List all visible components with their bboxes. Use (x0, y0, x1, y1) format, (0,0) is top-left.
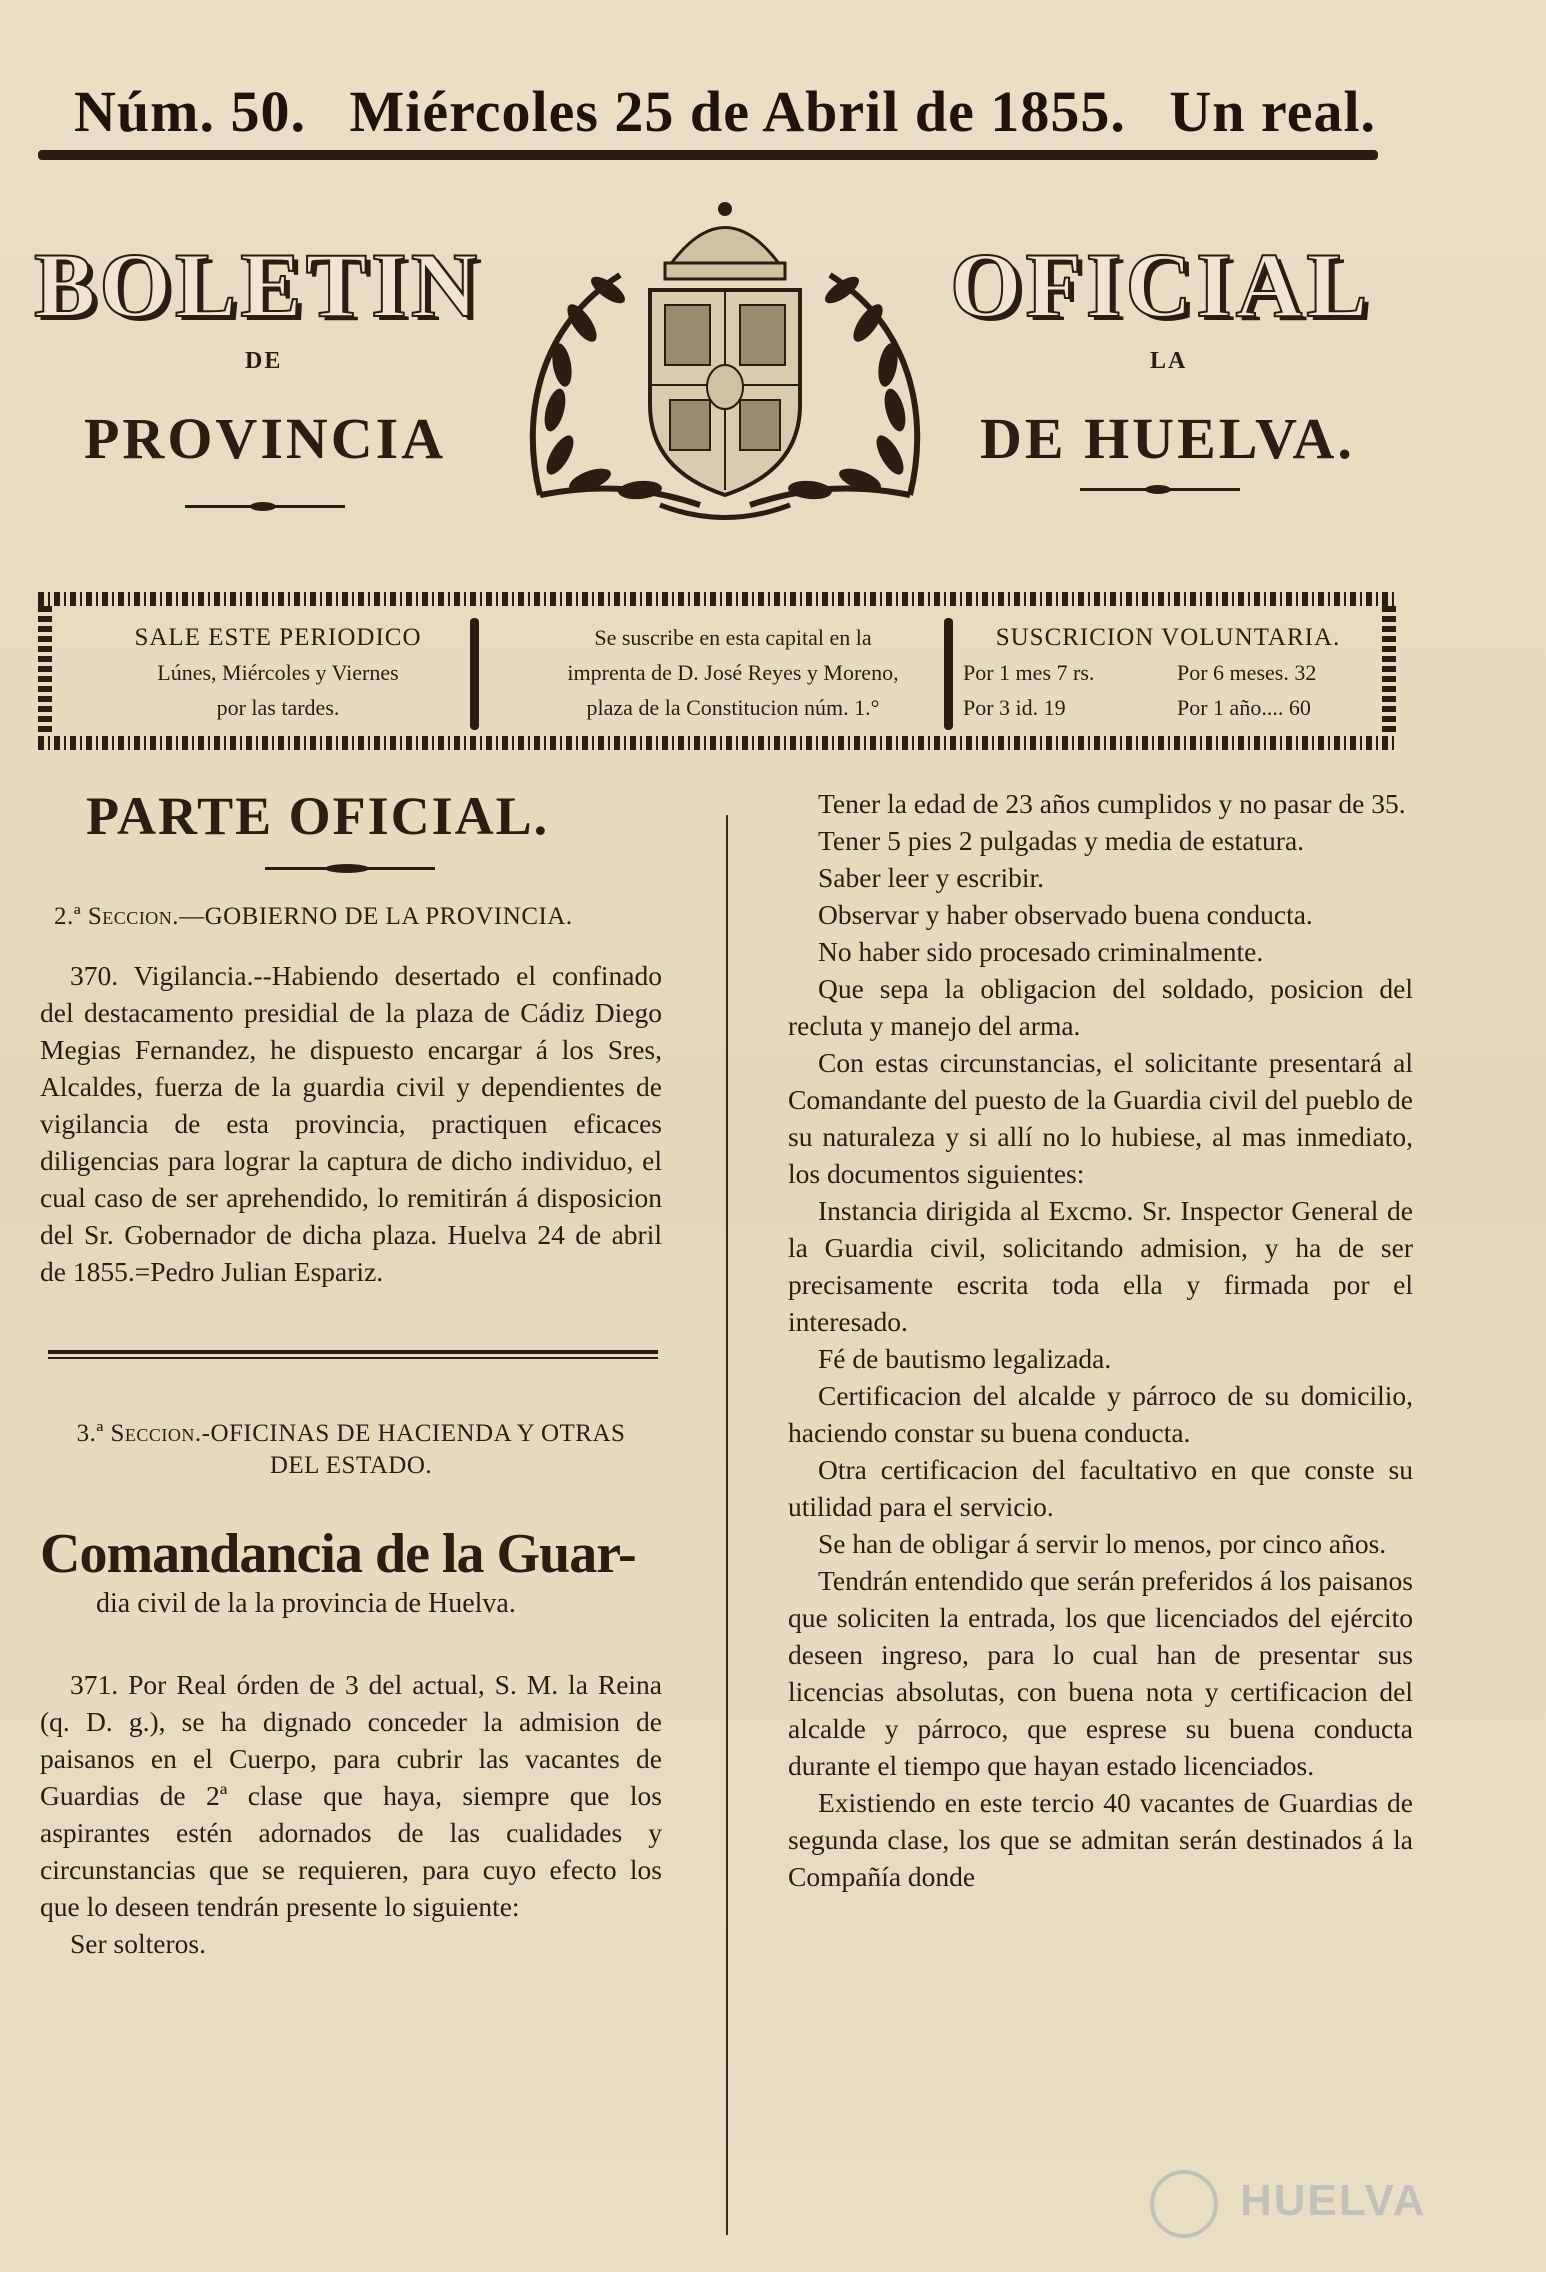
info-separator-1 (470, 618, 479, 730)
watermark-huelva: HUELVA (1240, 2176, 1427, 2225)
section-2-title: —GOBIERNO DE LA PROVINCIA. (179, 903, 573, 930)
royal-crest-icon (500, 195, 950, 525)
title-huelva: DE HUELVA. (980, 406, 1355, 471)
section-3-word: Seccion. (110, 1420, 202, 1447)
right-column (788, 785, 1413, 1895)
comandancia-heading: Comandancia de la Guar- (40, 1523, 636, 1585)
subscription-place-line2: imprenta de D. José Reyes y Moreno, (567, 660, 899, 685)
info-border-left (38, 606, 52, 736)
issue-price: Un real. (1169, 79, 1377, 144)
right-paragraph: No haber sido procesado criminalmente. (818, 936, 1264, 967)
title-boletin: BOLETIN (34, 234, 482, 336)
right-paragraph: Con estas circunstancias, el solicitante presentará al Comandante del puesto de la Guardia civil del pueblo de su naturaleza y si allí no lo hubiese, al mas inmediato, los documentos siguientes: (788, 1047, 1413, 1189)
info-border-top (38, 592, 1396, 606)
info-border-bottom (38, 736, 1396, 750)
title-de: DE (245, 348, 283, 374)
schedule-head: SALE ESTE PERIODICO (134, 624, 422, 651)
schedule-time: por las tardes. (216, 695, 340, 720)
title-provincia: PROVINCIA (84, 406, 447, 471)
price-1-month: Por 1 mes 7 rs. (963, 660, 1095, 685)
requirement-single: Ser solteros. (70, 1928, 206, 1959)
schedule-days: Lúnes, Miércoles y Viernes (157, 660, 399, 685)
comandancia-subheading: dia civil de la la provincia de Huelva. (96, 1588, 516, 1619)
price-3-months: Por 3 id. 19 (963, 695, 1066, 720)
price-1-year: Por 1 año.... 60 (1177, 695, 1311, 720)
section-3-number: 3.ª (76, 1420, 104, 1447)
section-2-word: Seccion. (87, 903, 180, 930)
issue-number: Núm. 50. (74, 79, 306, 144)
right-paragraph: Instancia dirigida al Excmo. Sr. Inspector General de la Guardia civil, solicitando admision, y ha de ser precisamente escrita toda ella y firmada por el interesado. (788, 1195, 1413, 1337)
right-paragraph: Observar y haber observado buena conducta. (818, 899, 1313, 930)
price-6-months: Por 6 meses. 32 (1177, 660, 1317, 685)
info-border-right (1382, 606, 1396, 736)
right-paragraph: Fé de bautismo legalizada. (818, 1343, 1112, 1374)
right-paragraph: Tendrán entendido que serán preferidos á los paisanos que soliciten la entrada, los que licenciados del ejército deseen ingreso, para lo cual han de presentar sus licencias absolutas, con buena nota y certificacion del alcalde y párroco, que esprese su buena conducta durante el tiempo que hayan estado licenciados. (788, 1565, 1413, 1781)
title-ornament-left-dot (250, 502, 276, 511)
parte-oficial-heading: PARTE OFICIAL. (86, 786, 550, 846)
subscription-place-line1: Se suscribe en esta capital en la (594, 625, 872, 650)
issue-date: Miércoles 25 de Abril de 1855. (349, 79, 1126, 144)
section-3-heading (40, 1418, 662, 1482)
section-ornament (40, 855, 662, 883)
double-rule-divider (40, 1344, 662, 1366)
title-oficial: OFICIAL (950, 234, 1372, 336)
subscription-prices (963, 620, 1373, 730)
subscription-info-box (38, 592, 1396, 750)
subscription-place (488, 620, 978, 730)
title-la: LA (1150, 348, 1188, 374)
right-paragraph: Tener la edad de 23 años cumplidos y no pasar de 35. (818, 788, 1406, 819)
title-ornament-right-dot (1145, 485, 1171, 494)
column-divider (726, 815, 728, 2235)
right-paragraph: Certificacion del alcalde y párroco de su domicilio, haciendo constar su buena conducta. (788, 1380, 1413, 1448)
subscription-place-line3: plaza de la Constitucion núm. 1.° (586, 695, 880, 720)
section-3-title: -OFICINAS DE HACIENDA Y OTRAS DEL ESTADO. (201, 1420, 626, 1479)
masthead-line (60, 78, 1380, 148)
right-paragraph: Saber leer y escribir. (818, 862, 1045, 893)
right-paragraph: Existiendo en este tercio 40 vacantes de Guardias de segunda clase, los que se admitan serán destinados á la Compañía donde (788, 1787, 1413, 1892)
masthead-rule (38, 150, 1378, 160)
prices-head: SUSCRICION VOLUNTARIA. (995, 624, 1341, 651)
left-column (40, 785, 662, 1962)
section-2-heading (54, 901, 662, 933)
right-paragraph: Que sepa la obligacion del soldado, posicion del recluta y manejo del arma. (788, 973, 1413, 1041)
right-paragraph: Otra certificacion del facultativo en que conste su utilidad para el servicio. (788, 1454, 1413, 1522)
right-paragraph: Tener 5 pies 2 pulgadas y media de estatura. (818, 825, 1305, 856)
prices-grid (963, 655, 1373, 725)
right-paragraph: Se han de obligar á servir lo menos, por cinco años. (818, 1528, 1387, 1559)
section-2-number: 2.ª (54, 903, 82, 930)
article-371: 371. Por Real órden de 3 del actual, S. M. la Reina (q. D. g.), se ha dignado conceder la admision de paisanos en el Cuerpo, para cubrir las vacantes de Guardias de 2ª clase que haya, siempre que los aspirantes estén adornados de las cualidades y circunstancias que se requieren, para cuyo efecto los que lo deseen tendrán presente lo siguiente: (40, 1669, 662, 1922)
watermark-logo-icon (1150, 2170, 1218, 2238)
info-separator-2 (944, 618, 953, 730)
article-370: 370. Vigilancia.--Habiendo desertado el confinado del destacamento presidial de la plaza de Cádiz Diego Megias Fernandez, he dispuesto encargar á los Sres, Alcaldes, fuerza de la guardia civil y dependientes de vigilancia de esta provincia, practiquen eficaces diligencias para lograr la captura de dicho individuo, el cual caso de ser aprehendido, lo remitirán á disposicion del Sr. Gobernador de dicha plaza. Huelva 24 de abril de 1855.=Pedro Julian Espariz. (40, 960, 662, 1287)
publication-schedule (68, 620, 488, 730)
